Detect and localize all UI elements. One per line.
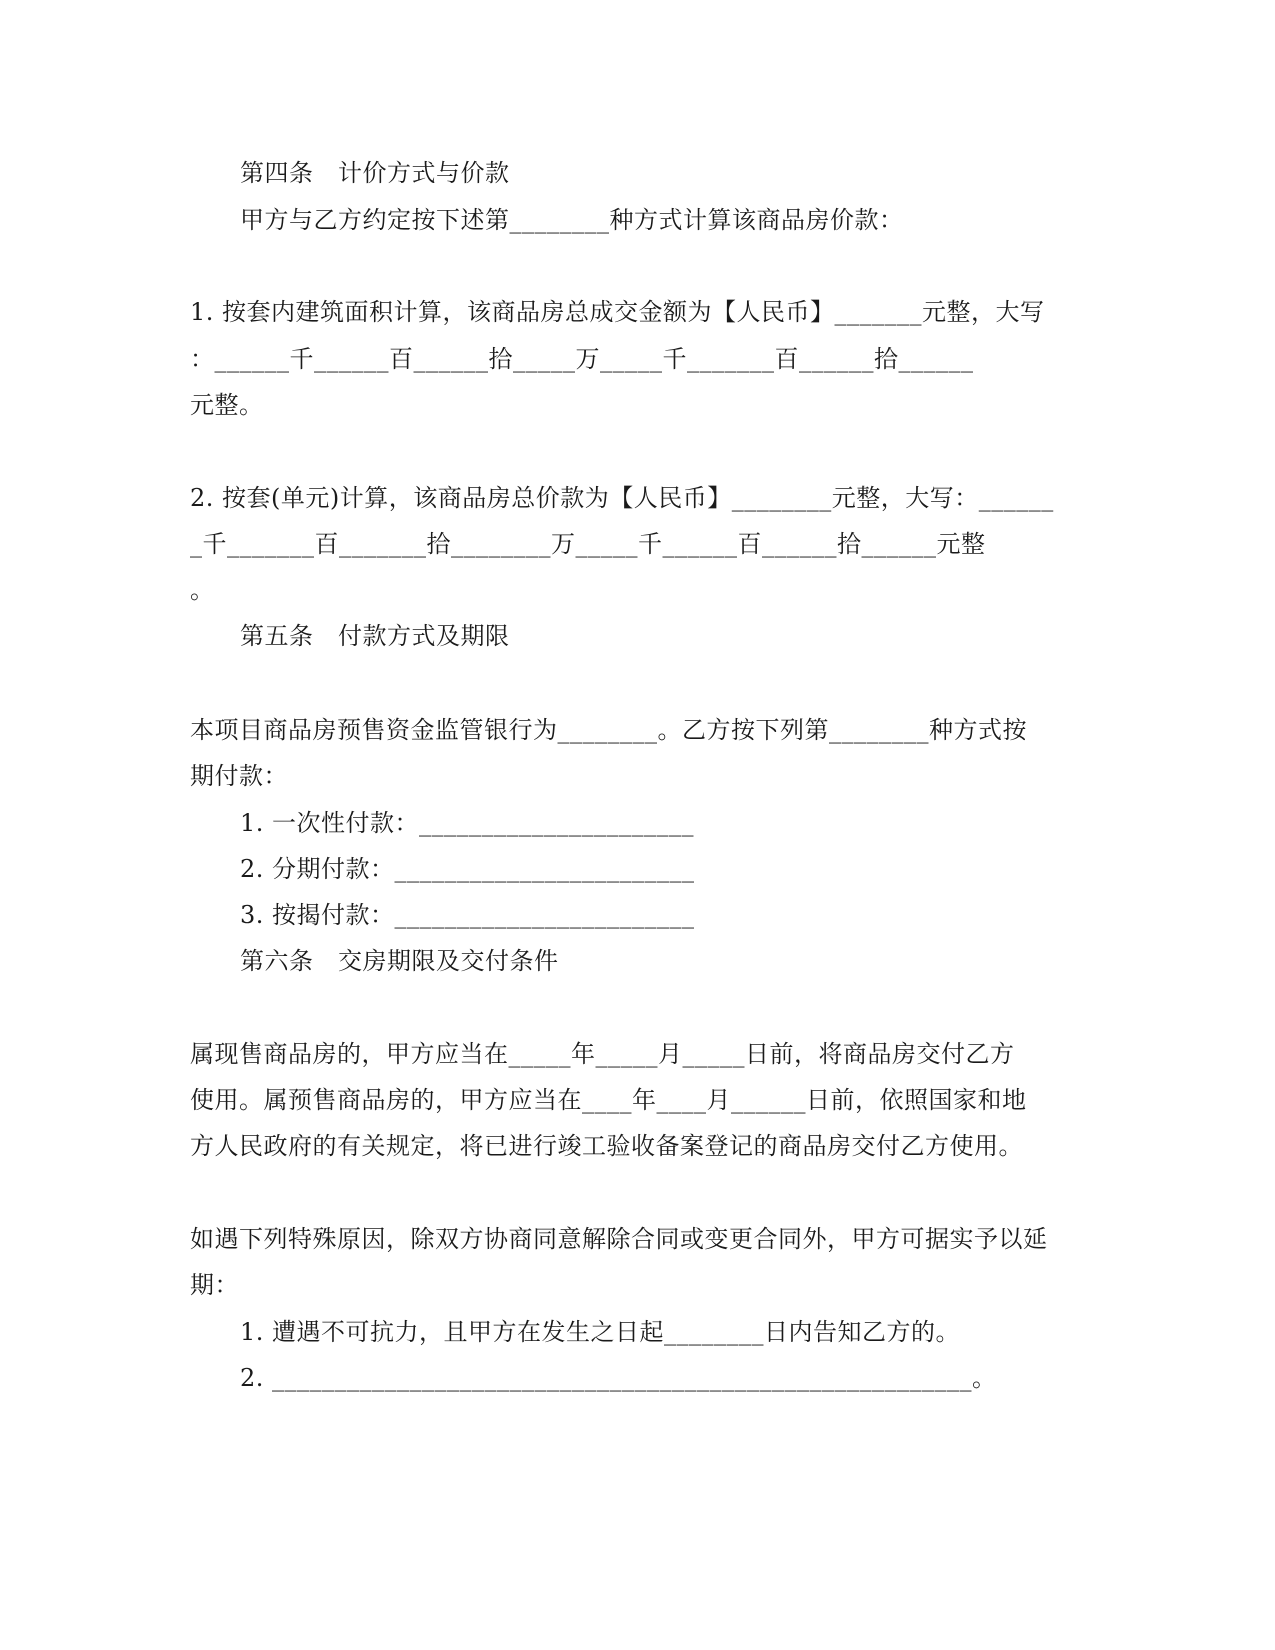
article-5-body-line-1: 本项目商品房预售资金监管银行为________。乙方按下列第________种方式按 [190,716,1027,744]
payment-option-3: 3. 按揭付款：________________________ [240,901,695,929]
article-6-body-line-1: 属现售商品房的，甲方应当在_____年_____月_____日前，将商品房交付乙方 [190,1040,1015,1068]
article-6-heading: 第六条 交房期限及交付条件 [240,947,559,975]
article-5-heading: 第五条 付款方式及期限 [240,622,510,650]
delay-reason-1: 1. 遭遇不可抗力，且甲方在发生之日起________日内告知乙方的。 [240,1318,961,1346]
delay-clause-line-2: 期： [190,1271,239,1299]
option-1-line-2: ：______千______百______拾_____万_____千_______百______拾______ [190,345,974,373]
article-6-body-line-2: 使用。属预售商品房的，甲方应当在____年____月______日前，依照国家和地 [190,1086,1027,1114]
option-1-line-1: 1. 按套内建筑面积计算，该商品房总成交金额为【人民币】_______元整，大写 [190,298,1045,326]
option-2-line-2: _千_______百_______拾________万_____千______百______拾______元整 [190,530,986,558]
article-4-heading: 第四条 计价方式与价款 [240,159,510,187]
article-5-body-line-2: 期付款： [190,762,288,790]
article-4-intro: 甲方与乙方约定按下述第________种方式计算该商品房价款： [240,206,904,234]
option-2-line-3: 。 [190,576,215,604]
delay-clause-line-1: 如遇下列特殊原因，除双方协商同意解除合同或变更合同外，甲方可据实予以延 [190,1225,1048,1253]
payment-option-1: 1. 一次性付款：______________________ [240,809,695,837]
article-6-body-line-3: 方人民政府的有关规定，将已进行竣工验收备案登记的商品房交付乙方使用。 [190,1132,1023,1160]
option-2-line-1: 2. 按套(单元)计算，该商品房总价款为【人民币】________元整，大写：______ [190,484,1054,512]
delay-reason-2: 2. ________________________________________________________。 [240,1364,997,1392]
payment-option-2: 2. 分期付款：________________________ [240,855,695,883]
option-1-line-3: 元整。 [190,391,264,419]
